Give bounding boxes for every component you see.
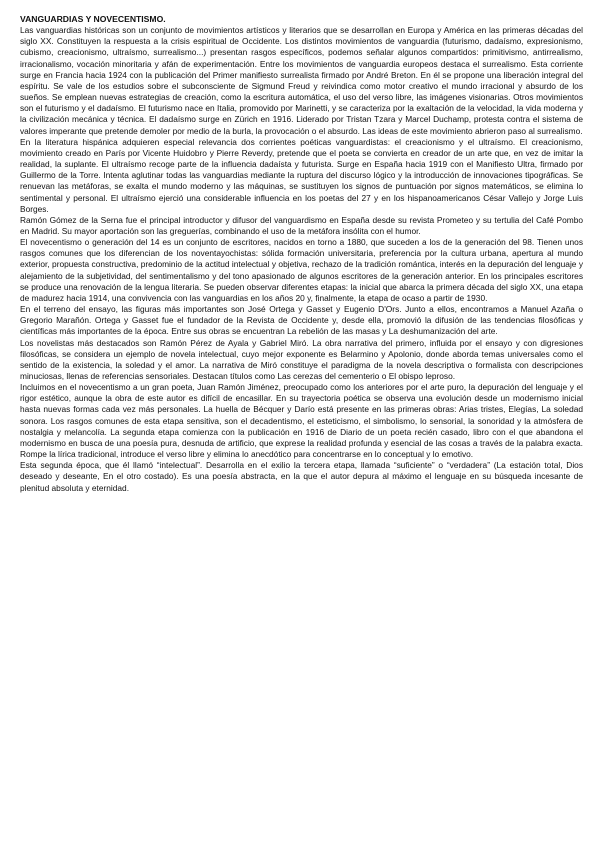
- paragraph-gomez-de-la-serna: Ramón Gómez de la Serna fue el principal introductor y difusor del vanguardismo en España desde su revista Prometeo y su tertulia del Café Pombo en Madrid. Su mayor aportación son las greguerías, combinando el uso de la metáfora insólita con el humor.: [20, 214, 583, 236]
- paragraph-novecentismo: El novecentismo o generación del 14 es un conjunto de escritores, nacidos en torno a 1880, que suceden a los de la generación del 98. Tienen unos rasgos comunes que los diferencian de los noventayochistas: sólida formación universitaria, preferencia por la cultura urbana, apertura al mundo exterior, propuesta constructiva, predominio de la actitud intelectual y objetiva, rechazo de la tradición romántica, interés en la depuración del lenguaje y alejamiento de la subjetividad, del sentimentalismo y del tono apasionado de algunos escritores de la generación anterior. En los principales escritores se produce una renovación de la lengua literaria. Se pueden observar diferentes etapas: la inicial que abarca la primera década del siglo XX, una etapa de madurez hacia 1914, una convivencia con las vanguardias en los años 20 y, finalmente, la etapa de ocaso a partir de 1930.: [20, 237, 583, 303]
- paragraph-novelistas: Los novelistas más destacados son Ramón Pérez de Ayala y Gabriel Miró. La obra narrativa del primero, influida por el ensayo y con digresiones filosóficas, se considera un ejemplo de novela intelectual, cuyo mejor exponente es Belarmino y Apolonio, donde aborda temas universales como el sentido de la existencia, la soledad y el amor. La narrativa de Miró constituye el paradigma de la novela descriptiva o formalista con descripciones minuciosas, llenas de referencias sensoriales. Destacan títulos como Las cerezas del cementerio o El obispo leproso.: [20, 337, 583, 381]
- paragraph-segunda-epoca: Esta segunda época, que él llamó “intelectual”. Desarrolla en el exilio la tercera etapa, llamada “suficiente” o “verdadera” (La estación total, Dios deseado y deseante, En el otro costado). Es una poesía abstracta, en la que el autor depura al máximo el lenguaje en su búsqueda incesante de plenitud absoluta y eternidad.: [20, 460, 583, 493]
- paragraph-vanguardias: Las vanguardias históricas son un conjunto de movimientos artísticos y literarios que se desarrollan en Europa y América en las primeras décadas del siglo XX. Constituyen la respuesta a la crisis espiritual de Occidente. Los distintos movimientos de vanguardia (futurismo, dadaísmo, expresionismo, cubismo, creacionismo, ultraísmo, surrealismo...) presentan rasgos específicos, podemos señalar algunos compartidos: primitivismo, antirrealismo, irracionalismo, vocación minoritaria y afán de experimentación. Entre los movimientos de vanguardia europeos destaca el surrealismo. Esta corriente surge en Francia hacia 1924 con la publicación del Primer manifiesto surrealista firmado por André Breton. En él se propone una liberación integral del espíritu. Se vale de los estudios sobre el subconsciente de Sigmund Freud y reivindica como motor creativo el mundo irracional y absurdo de los sueños. Se emplean nuevas estrategias de creación, como la escritura automática, el uso del verso libre, las imágenes visionarias. Otros movimientos son el futurismo y el dadaísmo. El futurismo nace en Italia, promovido por Marinetti, y se caracteriza por la exaltación de la velocidad, la vida moderna y la civilización mecánica y técnica. El dadaísmo surge en Zürich en 1916. Liderado por Tristan Tzara y Marcel Duchamp, protesta contra el sistema de valores imperante que pretende demoler por medio de la burla, la provocación o el absurdo. Las ideas de este movimiento abrieron paso al surrealismo.: [20, 25, 583, 136]
- paragraph-juan-ramon-jimenez: Incluimos en el novecentismo a un gran poeta, Juan Ramón Jiménez, preocupado como los anteriores por el arte puro, la depuración del lenguaje y el rigor estético, aunque la obra de este autor es difícil de encasillar. En su trayectoria poética se observa una evolución desde un modernismo inicial hasta nuevas formas cada vez más personales. La huella de Bécquer y Darío está presente en las primeras obras: Arias tristes, Elegías, La soledad sonora. Los rasgos comunes de esta etapa sensitiva, son el decadentismo, el esteticismo, el simbolismo, lo sensorial, la sonoridad y la atmósfera de nostalgia y melancolía. La segunda etapa comienza con la publicación en 1916 de Diario de un poeta recién casado, libro con el que abandona el modernismo en busca de una poesía pura, desnuda de artificio, que exprese la realidad profunda y esencial de las cosas a través de la palabra exacta. Rompe la lírica tradicional, introduce el verso libre y elimina lo anecdótico para concentrarse en lo conceptual y lo emotivo.: [20, 382, 583, 460]
- paragraph-ensayo: En el terreno del ensayo, las figuras más importantes son José Ortega y Gasset y Eugenio D'Ors. Junto a ellos, encontramos a Manuel Azaña o Gregorio Marañón. Ortega y Gasset fue el fundador de la Revista de Occidente y, desde ella, promovió la difusión de las tendencias filosóficas y científicas más importantes de la época. Entre sus obras se encuentran La rebelión de las masas y La deshumanización del arte.: [20, 304, 583, 337]
- document-title: VANGUARDIAS Y NOVECENTISMO.: [20, 14, 166, 24]
- paragraph-creacionismo-ultraismo: En la literatura hispánica adquieren especial relevancia dos corrientes poéticas vanguardistas: el creacionismo y el ultraísmo. El creacionismo, movimiento creado en París por Vicente Huidobro y Pierre Reverdy, pretende que el poeta se convierta en creador de un arte que, en vez de imitar la realidad, la suplante. El ultraísmo recoge parte de la influencia dadaísta y futurista. Surge en España hacia 1919 con el Manifiesto Ultra, firmado por Guillermo de la Torre. Intenta aglutinar todas las vanguardias mediante la ruptura del discurso lógico y la introducción de innovaciones tipográficas. Se renuevan las metáforas, se exalta el mundo moderno y las máquinas, se sustituyen los signos de puntuación por signos matemáticos, se elimina lo sentimental y personal. El ultraísmo ejerció una considerable influencia en los poetas del 27 y en los hispanoamericanos César Vallejo y Jorge Luis Borges.: [20, 136, 583, 214]
- document-page: [20, 14, 583, 494]
